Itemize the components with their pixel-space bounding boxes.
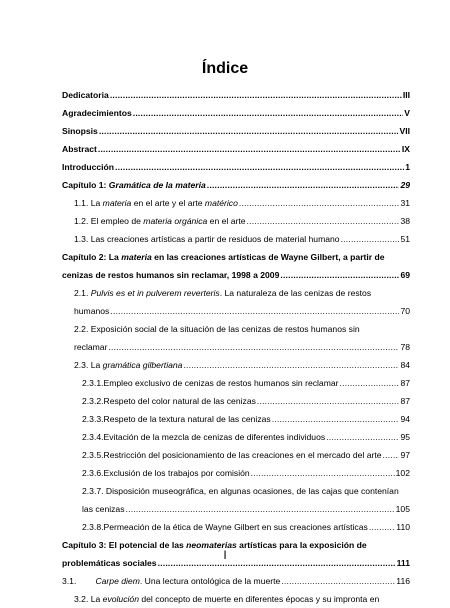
toc-entry-3-2[interactable] <box>62 590 410 608</box>
toc-entry-2-3-4[interactable] <box>62 428 410 446</box>
toc-entry-label: 2.3.6.Exclusión de los trabajos por comisión <box>82 468 250 478</box>
toc-page-number: V <box>404 108 410 118</box>
toc-entry-label: Sinopsis <box>62 126 98 136</box>
toc-entry-2-3-3[interactable] <box>62 410 410 428</box>
toc-page-number: 94 <box>400 414 410 424</box>
toc-entry-label: 2.3.5.Restricción del posicionamiento de las creaciones en el mercado del arte <box>82 450 382 460</box>
leader-dots <box>183 356 399 374</box>
toc-entry-label-line2: las cenizas <box>82 504 125 514</box>
toc-page-number: 31 <box>400 198 410 208</box>
toc-page-number: 97 <box>400 450 410 460</box>
table-of-contents <box>62 86 410 608</box>
toc-entry-capitulo-2[interactable] <box>62 248 410 284</box>
toc-entry-label-line1: 2.3.7. Disposición museográfica, en algunas ocasiones, de las cajas que contenían <box>82 486 399 496</box>
toc-entry-label: Capítulo 1: Gramática de la materia <box>62 180 206 190</box>
page-title: Índice <box>201 60 249 77</box>
toc-entry-label: 2.3.8.Permeación de la ética de Wayne Gilbert en sus creaciones artísticas <box>82 522 368 532</box>
toc-entry-label-line1: Capítulo 2: La materia en las creaciones artísticas de Wayne Gilbert, a partir de <box>62 252 385 262</box>
toc-entry-label: 2.3.1.Empleo exclusivo de cenizas de restos humanos sin reclamar <box>82 378 339 388</box>
toc-entry-label: 2.3. La gramática gilbertiana <box>74 360 183 370</box>
leader-dots <box>247 212 400 230</box>
page-number-footer: I <box>223 548 227 562</box>
toc-page-number: III <box>402 90 410 100</box>
toc-page-number: 116 <box>396 576 410 586</box>
toc-entry-introduccion[interactable] <box>62 158 410 176</box>
toc-entry-label: 2.3.2.Respeto del color natural de las cenizas <box>82 396 256 406</box>
leader-dots <box>280 266 399 284</box>
toc-entry-2-3-1[interactable] <box>62 374 410 392</box>
toc-entry-label: 2.3.4.Evitación de la mezcla de cenizas de diferentes individuos <box>82 432 326 442</box>
leader-dots <box>340 374 400 392</box>
toc-page-number: 69 <box>400 270 410 280</box>
toc-entry-capitulo-1[interactable] <box>62 176 410 194</box>
leader-dots <box>207 176 400 194</box>
toc-entry-2-3-6[interactable] <box>62 464 410 482</box>
toc-entry-label-line1: Capítulo 3: El potencial de las neomaterias artísticas para la exposición de <box>62 540 367 550</box>
leader-dots <box>369 518 395 536</box>
toc-page-number: 84 <box>400 360 410 370</box>
toc-entry-label-line2: reclamar <box>74 342 108 352</box>
leader-dots <box>99 122 399 140</box>
toc-entry-label: Introducción <box>62 162 115 172</box>
leader-dots <box>272 410 400 428</box>
toc-page-number: 70 <box>400 306 410 316</box>
leader-dots <box>257 392 400 410</box>
toc-entry-sinopsis[interactable] <box>62 122 410 140</box>
toc-page-number: 111 <box>396 558 410 568</box>
leader-dots <box>115 158 404 176</box>
leader-dots <box>326 428 399 446</box>
toc-entry-label: 1.2. El empleo de materia orgánica en el arte <box>74 216 246 226</box>
toc-entry-label: 1.1. La materia en el arte y el arte matérico <box>74 198 238 208</box>
toc-page-number: 78 <box>400 342 410 352</box>
leader-dots <box>110 86 402 104</box>
toc-entry-1-1[interactable] <box>62 194 410 212</box>
toc-entry-3-1[interactable] <box>62 572 410 590</box>
toc-entry-label: 3.1. Carpe diem. Una lectura ontológica de la muerte <box>62 576 281 586</box>
toc-entry-label-line1: 2.1. Pulvis es et in pulverem reverteris. La naturaleza de las cenizas de restos <box>74 288 372 298</box>
toc-entry-2-2[interactable] <box>62 320 410 356</box>
toc-entry-2-1[interactable] <box>62 284 410 320</box>
toc-entry-label-line2: problemáticas sociales <box>62 558 157 568</box>
leader-dots <box>126 500 395 518</box>
toc-entry-label-line1: 3.2. La evolución del concepto de muerte en diferentes épocas y su impronta en <box>74 594 380 604</box>
toc-entry-2-3-5[interactable] <box>62 446 410 464</box>
leader-dots <box>239 194 400 212</box>
toc-page-number: IX <box>401 144 410 154</box>
toc-page-number: 51 <box>400 234 410 244</box>
toc-entry-dedicatoria[interactable] <box>62 86 410 104</box>
toc-page-number: 105 <box>395 504 410 514</box>
toc-entry-2-3-8[interactable] <box>62 518 410 536</box>
toc-entry-label: Agradecimientos <box>62 108 132 118</box>
toc-page-number: 110 <box>396 522 410 532</box>
toc-entry-abstract[interactable] <box>62 140 410 158</box>
toc-page-number: 38 <box>400 216 410 226</box>
toc-entry-agradecimientos[interactable] <box>62 104 410 122</box>
leader-dots <box>110 302 399 320</box>
toc-page-number: VII <box>399 126 410 136</box>
leader-dots <box>98 140 401 158</box>
leader-dots <box>133 104 404 122</box>
toc-page-number: 29 <box>400 180 410 190</box>
toc-entry-2-3-7[interactable] <box>62 482 410 518</box>
leader-dots <box>383 446 400 464</box>
toc-page-number: 87 <box>400 378 410 388</box>
toc-entry-label: 2.3.3.Respeto de la textura natural de las cenizas <box>82 414 271 424</box>
toc-entry-1-3[interactable] <box>62 230 410 248</box>
toc-entry-label: Abstract <box>62 144 97 154</box>
leader-dots <box>108 338 399 356</box>
toc-page-number: 102 <box>395 468 410 478</box>
toc-entry-label-line2: cenizas de restos humanos sin reclamar, 1998 a 2009 <box>62 270 280 280</box>
toc-entry-label: Dedicatoria <box>62 90 109 100</box>
toc-page-number: 87 <box>400 396 410 406</box>
toc-entry-1-2[interactable] <box>62 212 410 230</box>
toc-entry-label: 1.3. Las creaciones artísticas a partir de residuos de material humano <box>74 234 340 244</box>
leader-dots <box>281 572 395 590</box>
leader-dots <box>251 464 395 482</box>
toc-entry-label-line2: humanos <box>74 306 110 316</box>
toc-entry-2-3[interactable] <box>62 356 410 374</box>
toc-entry-label-line1: 2.2. Exposición social de la situación de las cenizas de restos humanos sin <box>74 324 360 334</box>
toc-page-number: 95 <box>400 432 410 442</box>
toc-page-number: 1 <box>405 162 410 172</box>
leader-dots <box>341 230 400 248</box>
toc-entry-2-3-2[interactable] <box>62 392 410 410</box>
